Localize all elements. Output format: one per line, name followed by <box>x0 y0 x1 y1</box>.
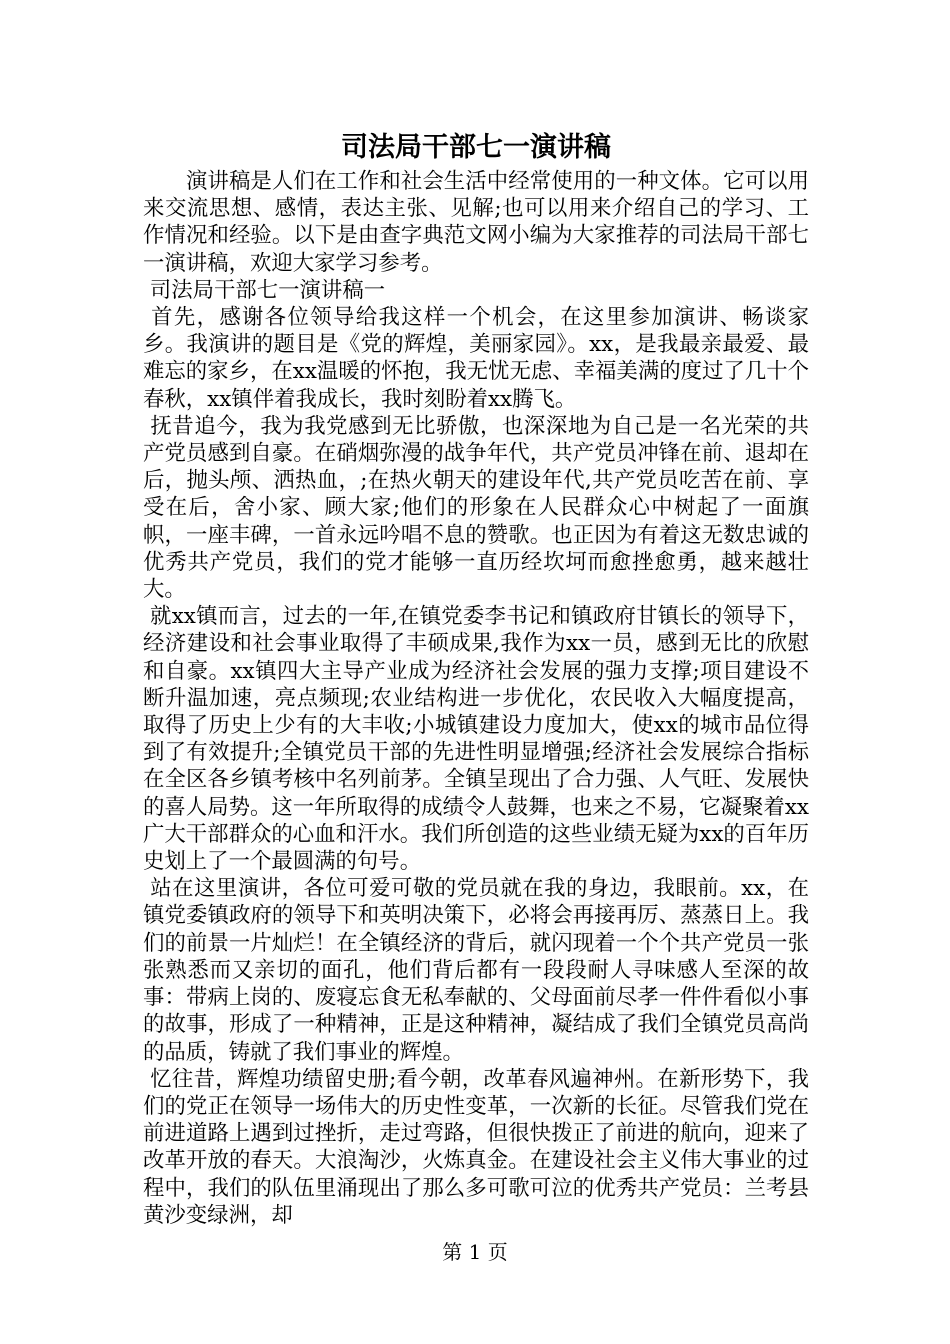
document-title: 司法局干部七一演讲稿 <box>341 132 611 163</box>
page-number-footer: 第 1 页 <box>442 1240 508 1264</box>
paragraph: 抚昔追今，我为我党感到无比骄傲，也深深地为自己是一名光荣的共产党员感到自豪。在硝烟弥漫的战争年代，共产党员冲锋在前、退却在后，抛头颅、洒热血，;在热火朝天的建设年代,共产党员吃苦在前、享受在后，舍小家、顾大家;他们的形象在人民群众心中树起了一面旗帜，一座丰碑，一首永远吟唱不息的赞歌。也正因为有着这无数忠诚的优秀共产党员，我们的党才能够一直历经坎坷而愈挫愈勇，越来越壮大。 <box>143 413 809 603</box>
paragraph: 忆往昔，辉煌功绩留史册;看今朝，改革春风遍神州。在新形势下，我们的党正在领导一场伟大的历史性变革，一次新的长征。尽管我们党在前进道路上遇到过挫折，走过弯路，但很快拨正了前进的航向，迎来了改革开放的春天。大浪淘沙，火炼真金。在建设社会主义伟大事业的过程中，我们的队伍里涌现出了那么多可歌可泣的优秀共产党员：兰考县黄沙变绿洲，却 <box>143 1066 809 1228</box>
paragraph: 站在这里演讲，各位可爱可敬的党员就在我的身边，我眼前。xx，在镇党委镇政府的领导下和英明决策下，必将会再接再厉、蒸蒸日上。我们的前景一片灿烂！在全镇经济的背后，就闪现着一个个共产党员一张张熟悉而又亲切的面孔，他们背后都有一段段耐人寻味感人至深的故事：带病上岗的、废寝忘食无私奉献的、父母面前尽孝一件件看似小事的故事，形成了一种精神，正是这种精神，凝结成了我们全镇党员高尚的品质，铸就了我们事业的辉煌。 <box>143 876 809 1065</box>
paragraph: 就xx镇而言，过去的一年,在镇党委李书记和镇政府甘镇长的领导下，经济建设和社会事业取得了丰硕成果,我作为xx一员，感到无比的欣慰和自豪。xx镇四大主导产业成为经济社会发展的强力支撑;项目建设不断升温加速，亮点频现;农业结构进一步优化，农民收入大幅度提高，取得了历史上少有的大丰收;小城镇建设力度加大，使xx的城市品位得到了有效提升;全镇党员干部的先进性明显增强;经济社会发展综合指标在全区各乡镇考核中名列前茅。全镇呈现出了合力强、人气旺、发展快的喜人局势。这一年所取得的成绩令人鼓舞，也来之不易，它凝聚着xx广大干部群众的心血和汗水。我们所创造的这些业绩无疑为xx的百年历史划上了一个最圆满的句号。 <box>143 604 809 875</box>
section-heading: 司法局干部七一演讲稿一 <box>143 277 386 303</box>
document-page <box>143 128 809 1229</box>
paragraph-intro: 演讲稿是人们在工作和社会生活中经常使用的一种文体。它可以用来交流思想、感情，表达主张、见解;也可以用来介绍自己的学习、工作情况和经验。以下是由查字典范文网小编为大家推荐的司法局干部七一演讲稿，欢迎大家学习参考。 <box>143 169 809 276</box>
paragraph: 首先，感谢各位领导给我这样一个机会，在这里参加演讲、畅谈家乡。我演讲的题目是《党的辉煌，美丽家园》。xx，是我最亲最爱、最难忘的家乡，在xx温暖的怀抱，我无忧无虑、幸福美满的度过了几十个春秋，xx镇伴着我成长，我时刻盼着xx腾飞。 <box>143 305 809 412</box>
document-body <box>143 168 809 1229</box>
